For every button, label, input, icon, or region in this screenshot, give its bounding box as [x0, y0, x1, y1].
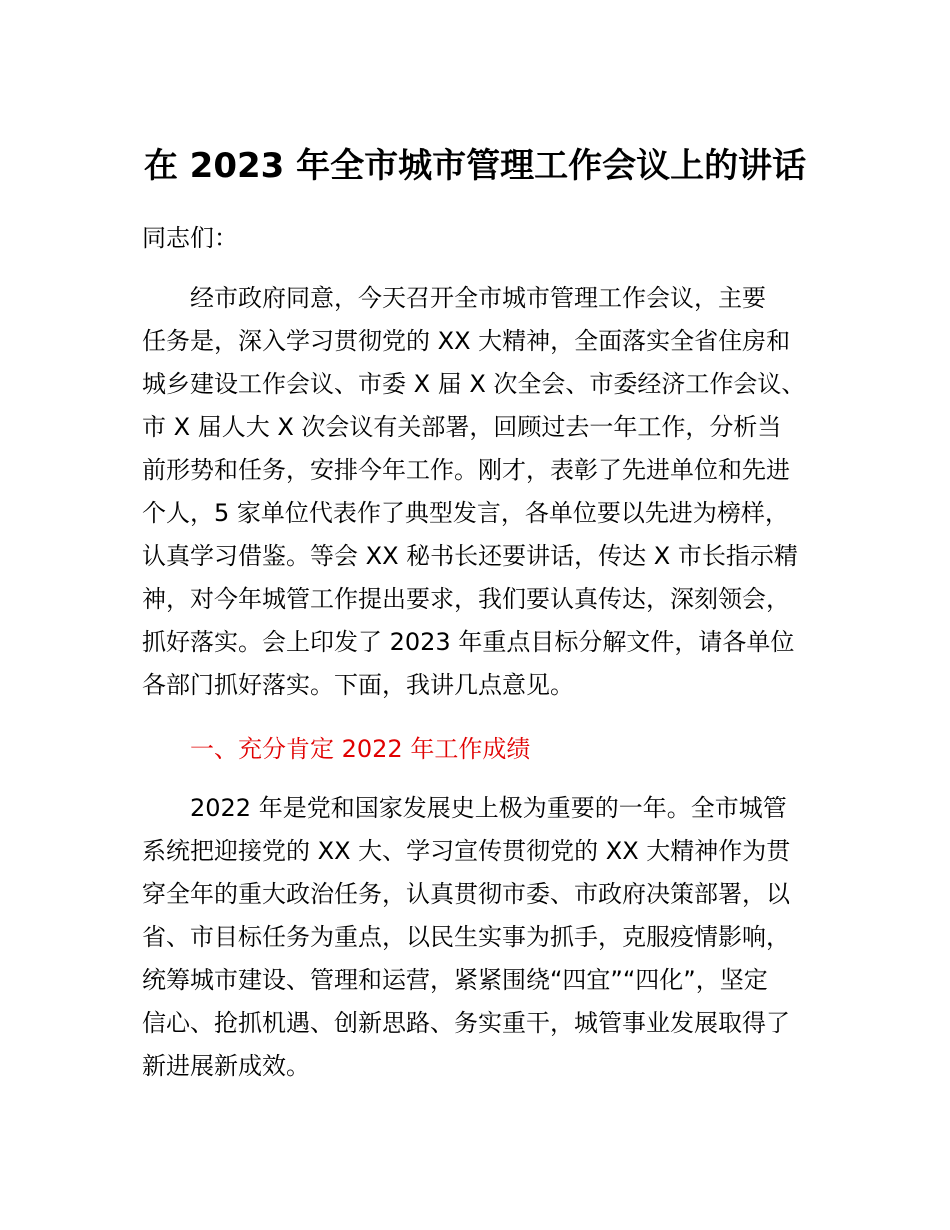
paragraph-line: 城乡建设工作会议、市委 X 届 X 次全会、市委经济工作会议、: [142, 370, 806, 398]
paragraph-line: 各部门抓好落实。下面，我讲几点意见。: [142, 671, 574, 699]
paragraph-line: 省、市目标任务为重点，以民生实事为抓手，克服疫情影响，: [142, 923, 790, 951]
paragraph-line: 认真学习借鉴。等会 XX 秘书长还要讲话，传达 X 市长指示精: [142, 542, 798, 570]
salutation: 同志们：: [142, 224, 238, 252]
paragraph-line: 抓好落实。会上印发了 2023 年重点目标分解文件，请各单位: [142, 628, 795, 656]
section-heading: 一、充分肯定 2022 年工作成绩: [190, 735, 531, 763]
paragraph-line: 经市政府同意，今天召开全市城市管理工作会议，主要: [190, 284, 766, 312]
paragraph-line: 前形势和任务，安排今年工作。刚才，表彰了先进单位和先进: [142, 456, 790, 484]
paragraph-line: 信心、抢抓机遇、创新思路、务实重干，城管事业发展取得了: [142, 1009, 790, 1037]
paragraph-line: 2022 年是党和国家发展史上极为重要的一年。全市城管: [190, 794, 787, 822]
paragraph-1: [142, 277, 842, 707]
paragraph-line: 统筹城市建设、管理和运营，紧紧围绕“四宜”“四化”，坚定: [142, 966, 768, 994]
paragraph-line: 神，对今年城管工作提出要求，我们要认真传达，深刻领会，: [142, 585, 790, 613]
paragraph-line: 穿全年的重大政治任务，认真贯彻市委、市政府决策部署，以: [142, 880, 790, 908]
paragraph-line: 系统把迎接党的 XX 大、学习宣传贯彻党的 XX 大精神作为贯: [142, 837, 791, 865]
paragraph-line: 个人，5 家单位代表作了典型发言，各单位要以先进为榜样，: [142, 499, 789, 527]
paragraph-line: 任务是，深入学习贯彻党的 XX 大精神，全面落实全省住房和: [142, 327, 791, 355]
paragraph-line: 市 X 届人大 X 次会议有关部署，回顾过去一年工作，分析当: [142, 413, 782, 441]
paragraph-2: [142, 787, 842, 1088]
document-title: 在 2023 年全市城市管理工作会议上的讲话: [143, 146, 807, 186]
paragraph-line: 新进展新成效。: [142, 1052, 310, 1080]
